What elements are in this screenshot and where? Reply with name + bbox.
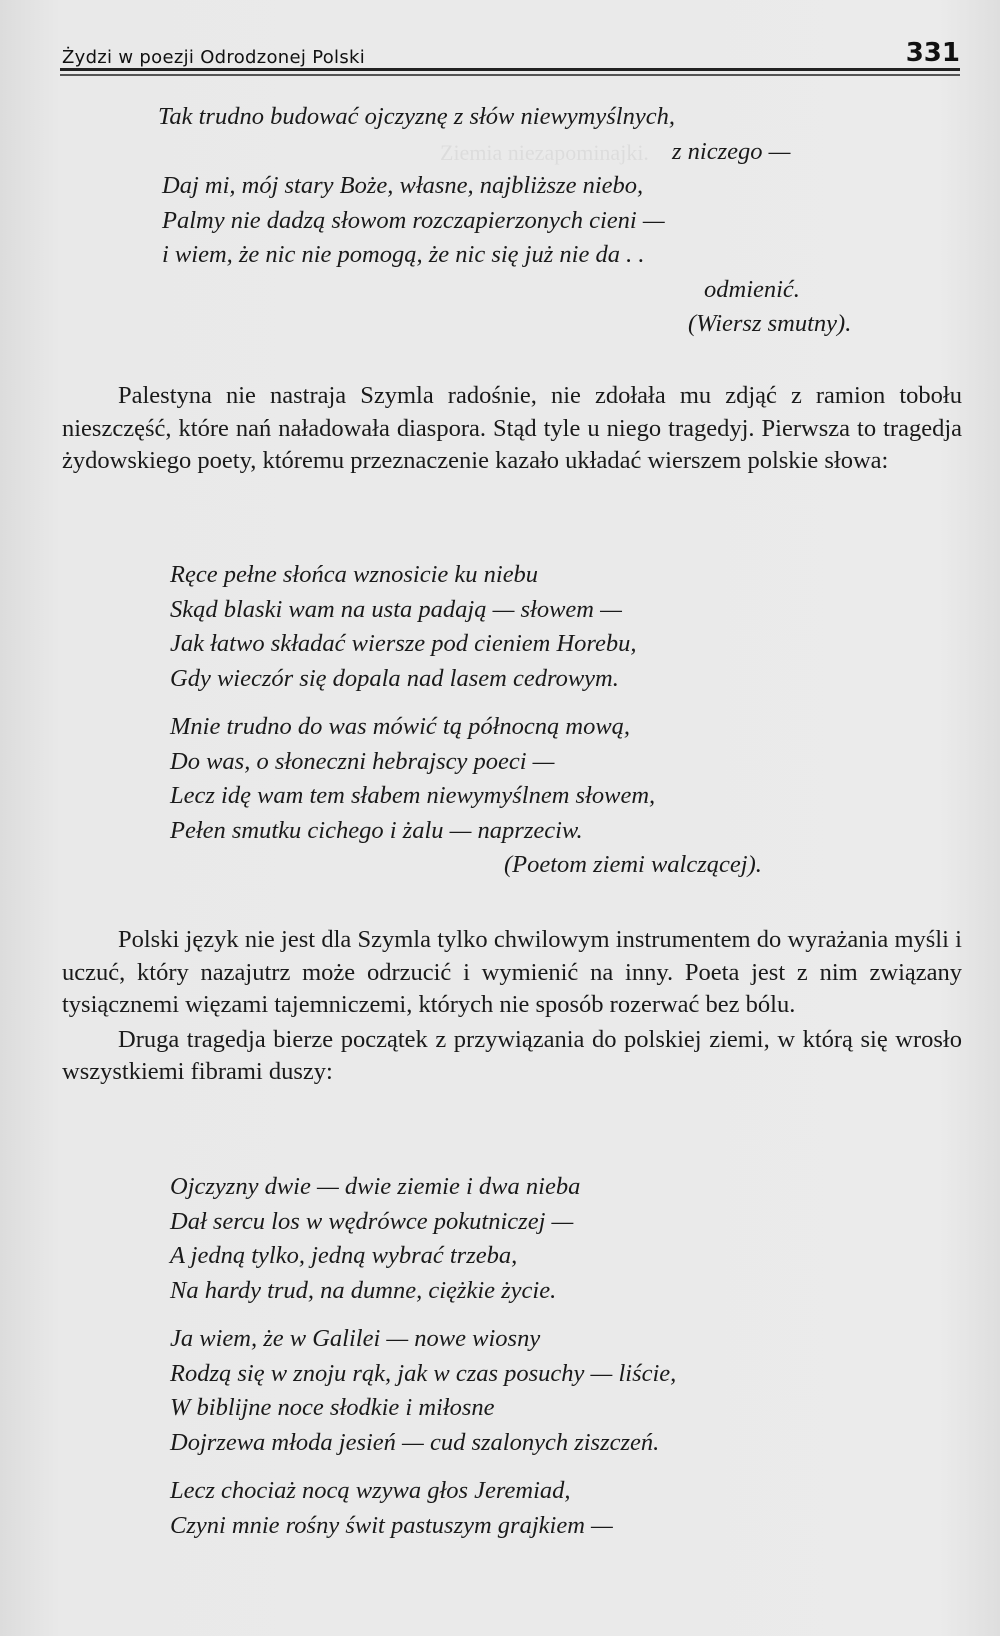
poem-wiersz-smutny (62, 100, 962, 342)
stanza-break (62, 1460, 962, 1474)
verse-line: Mnie trudno do was mówić tą północną mową, (170, 713, 631, 740)
running-head: Żydzi w poezji Odrodzonej Polski (62, 47, 366, 68)
prose-paragraphs-2 (62, 924, 962, 1089)
verse-line: i wiem, że nic nie pomogą, że nic się już nie da . . (162, 241, 645, 268)
poem-ojczyzny-dwie (62, 1170, 962, 1543)
poem-attribution: (Wiersz smutny). (688, 310, 852, 337)
poem-attribution: (Poetom ziemi walczącej). (504, 851, 762, 878)
verse-line: Pełen smutku cichego i żalu — naprzeciw. (170, 816, 583, 844)
verse-line: Ja wiem, że w Galilei — nowe wiosny (170, 1325, 541, 1352)
verse-line: Palmy nie dadzą słowom rozczapierzonych cieni — (162, 206, 665, 234)
verse-line: A jedną tylko, jedną wybrać trzeba, (170, 1242, 518, 1269)
verse-line: W biblijne noce słodkie i miłosne (170, 1394, 495, 1421)
verse-line: Lecz idę wam tem słabem niewymyślnem słowem, (170, 782, 656, 809)
verse-line: Dał sercu los w wędrówce pokutniczej — (170, 1207, 574, 1235)
verse-line: Tak trudno budować ojczyznę z słów niewymyślnych, (158, 103, 675, 130)
stanza-break (62, 696, 962, 710)
poem-poetom-ziemi-walczacej (62, 558, 962, 883)
verse-line: odmienić. (704, 275, 800, 303)
verse-line: Rodzą się w znoju rąk, jak w czas posuchy — liście, (170, 1359, 677, 1387)
header-rule (60, 68, 960, 71)
verse-line: Dojrzewa młoda jesień — cud szalonych ziszczeń. (170, 1428, 660, 1456)
page-header (62, 36, 960, 68)
verse-line: Skąd blaski wam na usta padają — słowem — (170, 595, 622, 623)
stanza-break (62, 1308, 962, 1322)
verse-line: z niczego — (672, 137, 791, 165)
verse-line: Na hardy trud, na dumne, ciężkie życie. (170, 1276, 557, 1304)
verse-line: Daj mi, mój stary Boże, własne, najbliższe niebo, (162, 172, 644, 199)
verse-line: Lecz chociaż nocą wzywa głos Jeremiad, (170, 1477, 571, 1504)
verse-line: Jak łatwo składać wiersze pod cieniem Horebu, (170, 630, 637, 657)
paragraph: Palestyna nie nastraja Szymla radośnie, nie zdołała mu zdjąć z ramion tobołu nieszczęść, które nań naładowała diaspora. Stąd tyle u niego tragedyj. Pierwsza to tragedja żydowskiego poety, któremu przeznaczenie kazało układać wierszem polskie słowa: (62, 382, 962, 474)
verse-line: Ojczyzny dwie — dwie ziemie i dwa nieba (170, 1173, 581, 1200)
verse-line: Ręce pełne słońca wznosicie ku niebu (170, 561, 539, 588)
header-rule-thin (60, 74, 960, 76)
verse-line: Do was, o słoneczni hebrajscy poeci — (170, 747, 555, 775)
show-through-text: Ziemia niezapominajki. (440, 140, 649, 165)
page-number: 331 (905, 38, 960, 68)
verse-line: Gdy wieczór się dopala nad lasem cedrowym. (170, 664, 619, 692)
paragraph: Druga tragedja bierze początek z przywiązania do polskiej ziemi, w którą się wrosło wszystkiemi fibrami duszy: (62, 1025, 962, 1085)
prose-paragraph-1 (62, 380, 962, 478)
verse-line: Czyni mnie rośny świt pastuszym grajkiem — (170, 1511, 613, 1539)
paragraph: Polski język nie jest dla Szymla tylko chwilowym instrumentem do wyrażania myśli i uczuć, który nazajutrz może odrzucić i wymienić na inny. Poeta jest z nim związany tysiącznemi więzami tajemniczemi, których nie sposób rozerwać bez bólu. (62, 926, 962, 1018)
